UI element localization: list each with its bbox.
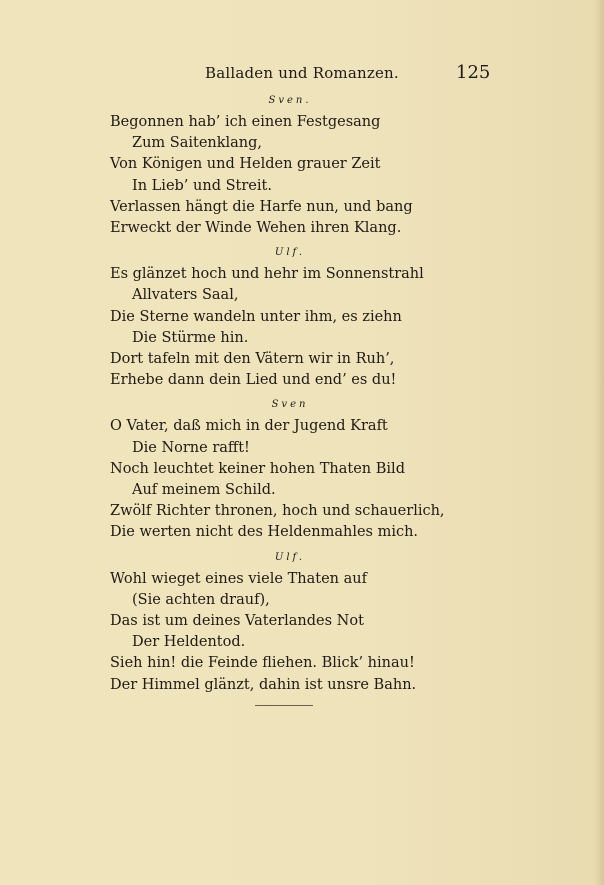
speaker-heading: Ulf. xyxy=(274,247,306,259)
verse-line: Begonnen hab’ ich einen Festgesang xyxy=(110,114,381,130)
verse-line: Von Königen und Helden grauer Zeit xyxy=(110,156,381,173)
verse-line: Dort tafeln mit den Vätern wir in Ruh’, xyxy=(110,351,395,368)
verse-line: O Vater, daß mich in der Jugend Kraft xyxy=(110,418,388,435)
verse-line: Das ist um deines Vaterlandes Not xyxy=(110,613,364,630)
verse-line: Es glänzet hoch und hehr im Sonnenstrahl xyxy=(110,266,424,283)
page-header xyxy=(0,62,604,86)
verse-line: Zum Saitenklang, xyxy=(132,135,263,152)
speaker-heading: Ulf. xyxy=(274,551,306,563)
verse-line: Erhebe dann dein Lied und end’ es du! xyxy=(110,372,397,389)
page-number: 125 xyxy=(456,62,491,83)
verse-line: Wohl wieget eines viele Thaten auf xyxy=(110,570,367,587)
verse-line: Die Norne rafft! xyxy=(132,439,250,456)
verse-line: Zwölf Richter thronen, hoch und schauerlich, xyxy=(110,503,445,520)
verse-line: Der Heldentod. xyxy=(132,634,246,651)
running-title: Balladen und Romanzen. xyxy=(205,64,399,82)
verse-line: Erweckt der Winde Wehen ihren Klang. xyxy=(110,220,402,237)
poem-body xyxy=(110,95,470,696)
verse-line: (Sie achten drauf), xyxy=(132,591,270,608)
verse-line: Noch leuchtet keiner hohen Thaten Bild xyxy=(110,460,405,477)
verse-line: Die werten nicht des Heldenmahles mich. xyxy=(110,524,419,541)
page-edge-shadow xyxy=(594,0,604,885)
verse-line: Der Himmel glänzt, dahin ist unsre Bahn. xyxy=(110,676,417,693)
speaker-heading: Sven xyxy=(271,399,309,411)
verse-line: Die Stürme hin. xyxy=(132,329,249,346)
verse-line: Verlassen hängt die Harfe nun, und bang xyxy=(110,198,413,215)
verse-line: Die Sterne wandeln unter ihm, es ziehn xyxy=(110,308,402,325)
speaker-heading: Sven. xyxy=(268,95,312,106)
end-rule xyxy=(255,705,313,706)
verse-line: Sieh hin! die Feinde fliehen. Blick’ hinau! xyxy=(110,655,415,672)
verse-line: Allvaters Saal, xyxy=(132,287,239,304)
verse-line: Auf meinem Schild. xyxy=(132,482,276,499)
verse-line: In Lieb’ und Streit. xyxy=(132,177,272,194)
